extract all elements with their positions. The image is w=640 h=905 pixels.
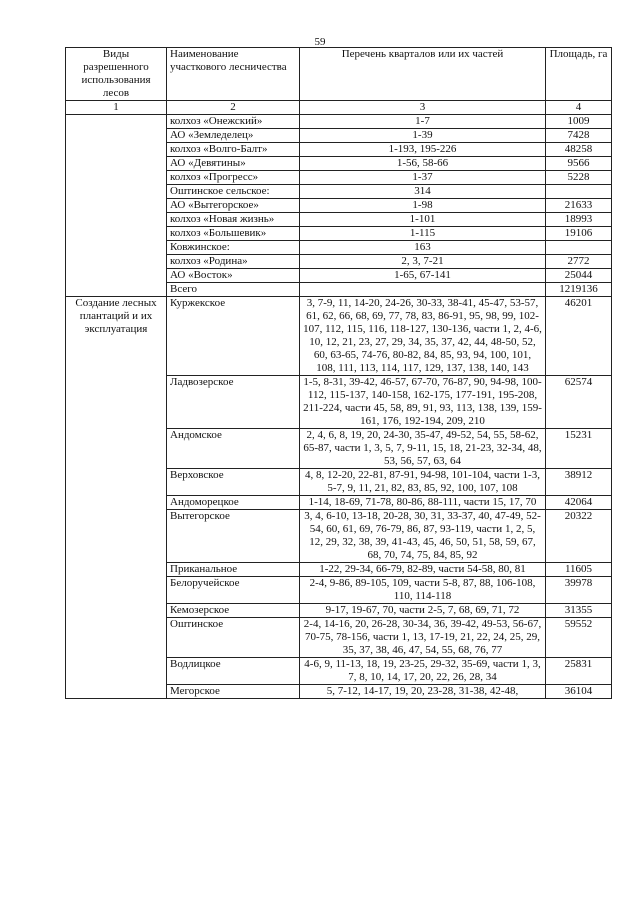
area-value: 46201 (546, 297, 612, 376)
forestry-name: Вытегорское (167, 510, 300, 563)
quarters-list: 1-98 (300, 199, 546, 213)
area-value: 18993 (546, 213, 612, 227)
use-type-cell-empty (66, 115, 167, 297)
forestry-name: Оштинское сельское: (167, 185, 300, 199)
forestry-name: АО «Девятины» (167, 157, 300, 171)
area-value: 5228 (546, 171, 612, 185)
quarters-list: 1-14, 18-69, 71-78, 80-86, 88-111, части 15, 17, 70 (300, 496, 546, 510)
use-type-cell: Создание лесных плантаций и их эксплуатация (66, 297, 167, 699)
column-number: 2 (167, 101, 300, 115)
quarters-list: 4-6, 9, 11-13, 18, 19, 23-25, 29-32, 35-69, части 1, 3, 7, 8, 10, 14, 17, 20, 22, 26, 28, 34 (300, 658, 546, 685)
column-number: 3 (300, 101, 546, 115)
area-value: 20322 (546, 510, 612, 563)
header-forestry-name: Наименование участкового лесничества (167, 48, 300, 101)
area-value: 19106 (546, 227, 612, 241)
forestry-name: колхоз «Родина» (167, 255, 300, 269)
area-value: 7428 (546, 129, 612, 143)
forestry-name: АО «Вытегорское» (167, 199, 300, 213)
total-quarters-empty (300, 283, 546, 297)
quarters-list: 1-193, 195-226 (300, 143, 546, 157)
area-value (546, 241, 612, 255)
quarters-list: 1-115 (300, 227, 546, 241)
forestry-name: Белоручейское (167, 577, 300, 604)
quarters-list: 1-5, 8-31, 39-42, 46-57, 67-70, 76-87, 90, 94-98, 100-112, 115-137, 140-158, 162-175, 177-191, 195-208, 211-224, части 45, 58, 89, 91, 93, 113, 138, 139, 159-161, 176, 192-194, 209, 210 (300, 376, 546, 429)
forestry-name: колхоз «Волго-Балт» (167, 143, 300, 157)
page-number: 59 (314, 36, 326, 48)
quarters-list: 1-7 (300, 115, 546, 129)
quarters-list: 2-4, 14-16, 20, 26-28, 30-34, 36, 39-42, 49-53, 56-67, 70-75, 78-156, части 1, 13, 17-19, 21, 22, 24, 25, 29, 35, 37, 38, 46, 47, 54, 55, 68, 76, 77 (300, 618, 546, 658)
forestry-name: Приканальное (167, 563, 300, 577)
header-area: Площадь, га (546, 48, 612, 101)
column-number: 4 (546, 101, 612, 115)
total-area: 1219136 (546, 283, 612, 297)
column-number-row (66, 101, 612, 115)
quarters-list: 2, 3, 7-21 (300, 255, 546, 269)
forestry-name: Верховское (167, 469, 300, 496)
forestry-name: Водлицкое (167, 658, 300, 685)
quarters-list: 3, 7-9, 11, 14-20, 24-26, 30-33, 38-41, 45-47, 53-57, 61, 62, 66, 68, 69, 77, 78, 83, 86-91, 95, 98, 99, 102-107, 112, 115, 116, 118-127, 130-136, части 1, 2, 4-6, 10, 12, 21, 23, 27, 29, 34, 35, 37, 42, 44, 48-50, 52, 60, 63-65, 74-76, 80-82, 84, 85, 93, 94, 100, 101, 108, 111, 113, 114, 117, 129, 137, 138, 140, 143 (300, 297, 546, 376)
area-value (546, 185, 612, 199)
area-value: 9566 (546, 157, 612, 171)
forestry-name: колхоз «Новая жизнь» (167, 213, 300, 227)
forestry-name: Куржекское (167, 297, 300, 376)
area-value: 42064 (546, 496, 612, 510)
quarters-list: 4, 8, 12-20, 22-81, 87-91, 94-98, 101-104, части 1-3, 5-7, 9, 11, 21, 82, 83, 85, 92, 100, 107, 108 (300, 469, 546, 496)
area-value: 1009 (546, 115, 612, 129)
quarters-list: 1-101 (300, 213, 546, 227)
quarters-list: 2-4, 9-86, 89-105, 109, части 5-8, 87, 88, 106-108, 110, 114-118 (300, 577, 546, 604)
quarters-list: 314 (300, 185, 546, 199)
quarters-list: 1-65, 67-141 (300, 269, 546, 283)
table-header-row (66, 48, 612, 101)
header-quarters: Перечень кварталов или их частей (300, 48, 546, 101)
area-value: 38912 (546, 469, 612, 496)
area-value: 21633 (546, 199, 612, 213)
quarters-list: 5, 7-12, 14-17, 19, 20, 23-28, 31-38, 42-48, (300, 685, 546, 699)
quarters-list: 1-37 (300, 171, 546, 185)
quarters-list: 1-22, 29-34, 66-79, 82-89, части 54-58, 80, 81 (300, 563, 546, 577)
area-value: 62574 (546, 376, 612, 429)
table-row (66, 297, 612, 376)
forestry-name: колхоз «Прогресс» (167, 171, 300, 185)
area-value: 25044 (546, 269, 612, 283)
forest-quarters-table (65, 47, 612, 699)
table-row (66, 115, 612, 129)
forestry-name: Ковжинское: (167, 241, 300, 255)
column-number: 1 (66, 101, 167, 115)
area-value: 36104 (546, 685, 612, 699)
area-value: 59552 (546, 618, 612, 658)
area-value: 11605 (546, 563, 612, 577)
forestry-name: Кемозерское (167, 604, 300, 618)
forestry-name: колхоз «Онежский» (167, 115, 300, 129)
quarters-list: 1-56, 58-66 (300, 157, 546, 171)
forestry-name: Андомское (167, 429, 300, 469)
total-label: Всего (167, 283, 300, 297)
header-use-type: Виды разрешенного использования лесов (66, 48, 167, 101)
area-value: 15231 (546, 429, 612, 469)
forestry-name: АО «Земледелец» (167, 129, 300, 143)
forestry-name: АО «Восток» (167, 269, 300, 283)
quarters-list: 163 (300, 241, 546, 255)
quarters-list: 1-39 (300, 129, 546, 143)
area-value: 2772 (546, 255, 612, 269)
area-value: 39978 (546, 577, 612, 604)
quarters-list: 2, 4, 6, 8, 19, 20, 24-30, 35-47, 49-52, 54, 55, 58-62, 65-87, части 1, 3, 5, 7, 9-11, 15, 18, 21-23, 32-34, 48, 53, 56, 57, 63, 64 (300, 429, 546, 469)
forestry-name: колхоз «Большевик» (167, 227, 300, 241)
quarters-list: 9-17, 19-67, 70, части 2-5, 7, 68, 69, 71, 72 (300, 604, 546, 618)
forestry-name: Андоморецкое (167, 496, 300, 510)
forestry-name: Ладвозерское (167, 376, 300, 429)
forestry-name: Мегорское (167, 685, 300, 699)
quarters-list: 3, 4, 6-10, 13-18, 20-28, 30, 31, 33-37, 40, 47-49, 52-54, 60, 61, 69, 76-79, 86, 87, 93-119, части 1, 2, 5, 12, 29, 32, 38, 39, 41-43, 45, 46, 50, 51, 58, 59, 67, 68, 70, 74, 75, 84, 85, 92 (300, 510, 546, 563)
forestry-name: Оштинское (167, 618, 300, 658)
area-value: 25831 (546, 658, 612, 685)
area-value: 48258 (546, 143, 612, 157)
area-value: 31355 (546, 604, 612, 618)
